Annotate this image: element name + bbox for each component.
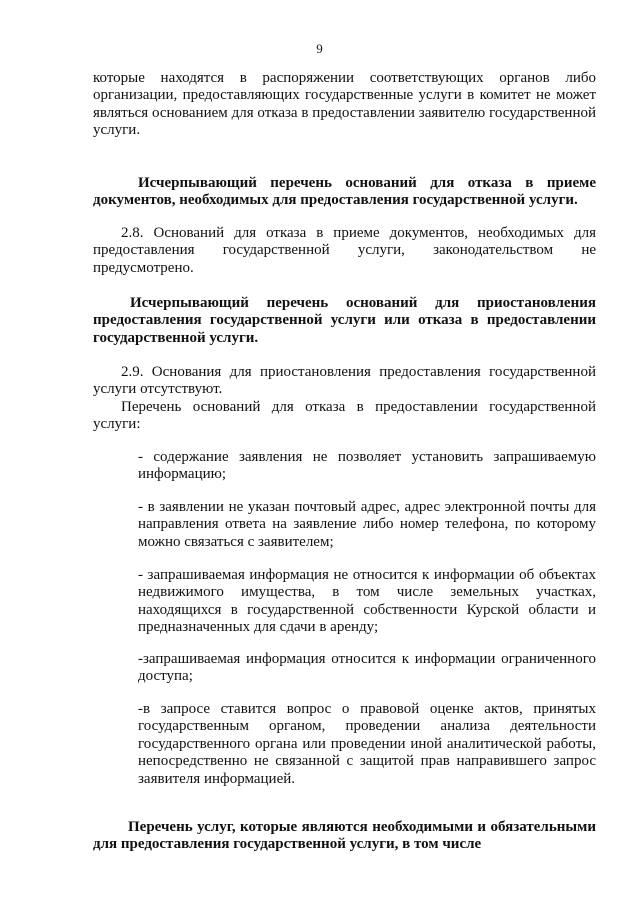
list-item-refusal-4: -запрашиваемая информация относится к информации ограниченного доступа;: [138, 651, 596, 685]
heading-refusal-documents: Исчерпывающий перечень оснований для отказа в приеме документов, необходимых для предоставления государственной услуги.: [93, 175, 596, 209]
page-number: 9: [316, 41, 323, 56]
paragraph-2-9: 2.9. Основания для приостановления предоставления государственной услуги отсутствуют.: [93, 364, 596, 398]
heading-services: Перечень услуг, которые являются необходимыми и обязательными для предоставления государственной услуги, в том числе: [93, 819, 596, 853]
heading-suspension-refusal: Исчерпывающий перечень оснований для приостановления предоставления государственной услуги или отказа в предоставлении государственной услуги.: [93, 295, 596, 346]
paragraph-continuation: которые находятся в распоряжении соответствующих органов либо организации, предоставляющих государственные услуги в комитет не может являться основанием для отказа в предоставлении заявителю государственной услуги.: [93, 70, 596, 139]
list-item-refusal-1: - содержание заявления не позволяет установить запрашиваемую информацию;: [138, 449, 596, 483]
list-item-refusal-3: - запрашиваемая информация не относится к информации об объектах недвижимого имущества, в том числе земельных участках, находящихся в государственной собственности Курской области и предназначенных для сдачи в аренду;: [138, 567, 596, 636]
list-item-refusal-5: -в запросе ставится вопрос о правовой оценке актов, принятых государственным органом, проведении анализа деятельности государственного органа или проведении иной аналитической работы, непосредственно не связанной с защитой прав направившего запрос заявителя информацией.: [138, 701, 596, 787]
list-item-refusal-2: - в заявлении не указан почтовый адрес, адрес электронной почты для направления ответа на заявление либо номер телефона, по которому можно связаться с заявителем;: [138, 499, 596, 550]
paragraph-2-8: 2.8. Оснований для отказа в приеме документов, необходимых для предоставления государственной услуги, законодательством не предусмотрено.: [93, 225, 596, 276]
paragraph-refusal-list-intro: Перечень оснований для отказа в предоставлении государственной услуги:: [93, 399, 596, 433]
